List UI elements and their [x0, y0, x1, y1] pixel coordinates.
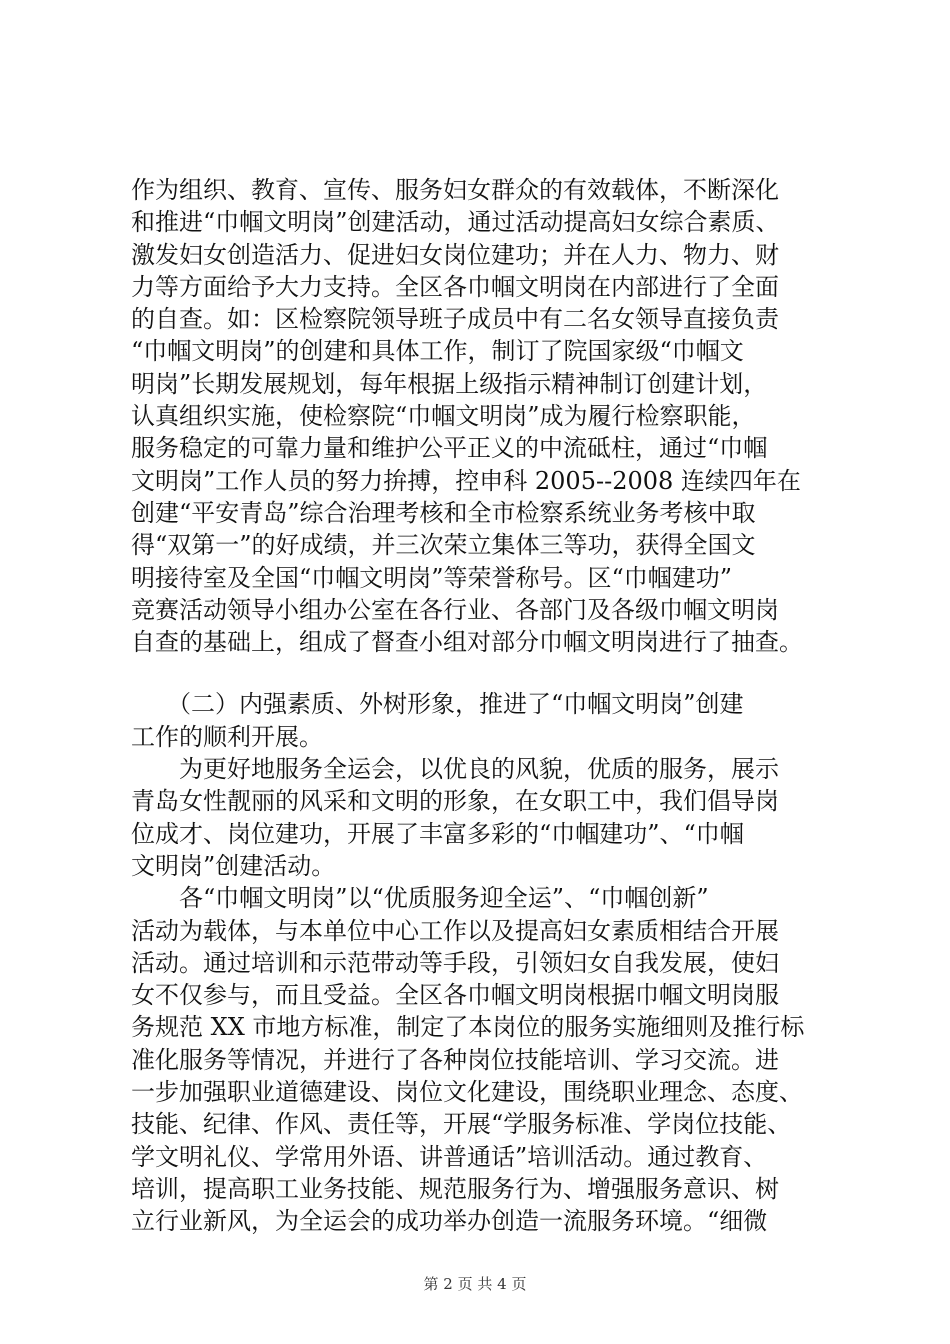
text-line: 立行业新风，为全运会的成功举办创造一流服务环境。“细微 — [131, 1207, 768, 1236]
text-line: 务规范 XX 市地方标准，制定了本岗位的服务实施细则及推行标 — [131, 1013, 805, 1042]
text-line: 位成才、岗位建功，开展了丰富多彩的“巾帼建功”、“巾帼 — [131, 819, 744, 848]
text-line: 活动为载体，与本单位中心工作以及提高妇女素质相结合开展 — [131, 916, 779, 945]
section-heading-line: 工作的顺利开展。 — [131, 722, 323, 751]
text-line: 技能、纪律、作风、责任等，开展“学服务标准、学岗位技能、 — [131, 1110, 792, 1139]
text-line: 培训，提高职工业务技能、规范服务行为、增强服务意识、树 — [131, 1174, 779, 1203]
text-line: 作为组织、教育、宣传、服务妇女群众的有效载体，不断深化 — [131, 176, 779, 204]
text-line: 的自查。如：区检察院领导班子成员中有二名女领导直接负责 — [131, 305, 779, 334]
section-heading-line: （二）内强素质、外树形象，推进了“巾帼文明岗”创建 — [131, 690, 744, 719]
text-line: 准化服务等情况，并进行了各种岗位技能培训、学习交流。进 — [131, 1045, 779, 1074]
text-line: 为更好地服务全运会，以优良的风貌，优质的服务，展示 — [131, 755, 779, 784]
text-line: 激发妇女创造活力、促进妇女岗位建功；并在人力、物力、财 — [131, 240, 779, 269]
text-line: 自查的基础上，组成了督查小组对部分巾帼文明岗进行了抽查。 — [131, 628, 803, 657]
text-line: 服务稳定的可靠力量和维护公平正义的中流砥柱，通过“巾帼 — [131, 434, 768, 463]
text-line: 女不仅参与，而且受益。全区各巾帼文明岗根据巾帼文明岗服 — [131, 981, 779, 1010]
text-line: 青岛女性靓丽的风采和文明的形象，在女职工中，我们倡导岗 — [131, 787, 779, 816]
text-line: 和推进“巾帼文明岗”创建活动，通过活动提高妇女综合素质、 — [131, 208, 780, 237]
text-line: 各“巾帼文明岗”以“优质服务迎全运”、“巾帼创新” — [131, 884, 709, 913]
paragraph-gap — [131, 658, 861, 688]
text-line: 力等方面给予大力支持。全区各巾帼文明岗在内部进行了全面 — [131, 272, 779, 301]
text-line: 活动。通过培训和示范带动等手段，引领妇女自我发展，使妇 — [131, 948, 779, 977]
document-body — [131, 174, 861, 1238]
text-line: 得“双第一”的好成绩，并三次荣立集体三等功，获得全国文 — [131, 531, 756, 560]
text-line: 文明岗”工作人员的努力拚搏，控申科 2005--2008 连续四年在 — [131, 466, 801, 495]
page-number-footer: 第 2 页 共 4 页 — [423, 1275, 527, 1293]
text-line: 明岗”长期发展规划，每年根据上级指示精神制订创建计划， — [131, 369, 768, 398]
text-line: 明接待室及全国“巾帼文明岗”等荣誉称号。区“巾帼建功” — [131, 563, 733, 592]
text-line: 创建“平安青岛”综合治理考核和全市检察系统业务考核中取 — [131, 498, 756, 527]
text-line: “巾帼文明岗”的创建和具体工作，制订了院国家级“巾帼文 — [131, 337, 744, 366]
text-line: 文明岗”创建活动。 — [131, 851, 336, 880]
text-line: 竞赛活动领导小组办公室在各行业、各部门及各级巾帼文明岗 — [131, 595, 779, 624]
text-line: 一步加强职业道德建设、岗位文化建设，围绕职业理念、态度、 — [131, 1078, 803, 1107]
text-line: 学文明礼仪、学常用外语、讲普通话”培训活动。通过教育、 — [131, 1142, 768, 1171]
text-line: 认真组织实施，使检察院“巾帼文明岗”成为履行检察职能， — [131, 402, 756, 431]
